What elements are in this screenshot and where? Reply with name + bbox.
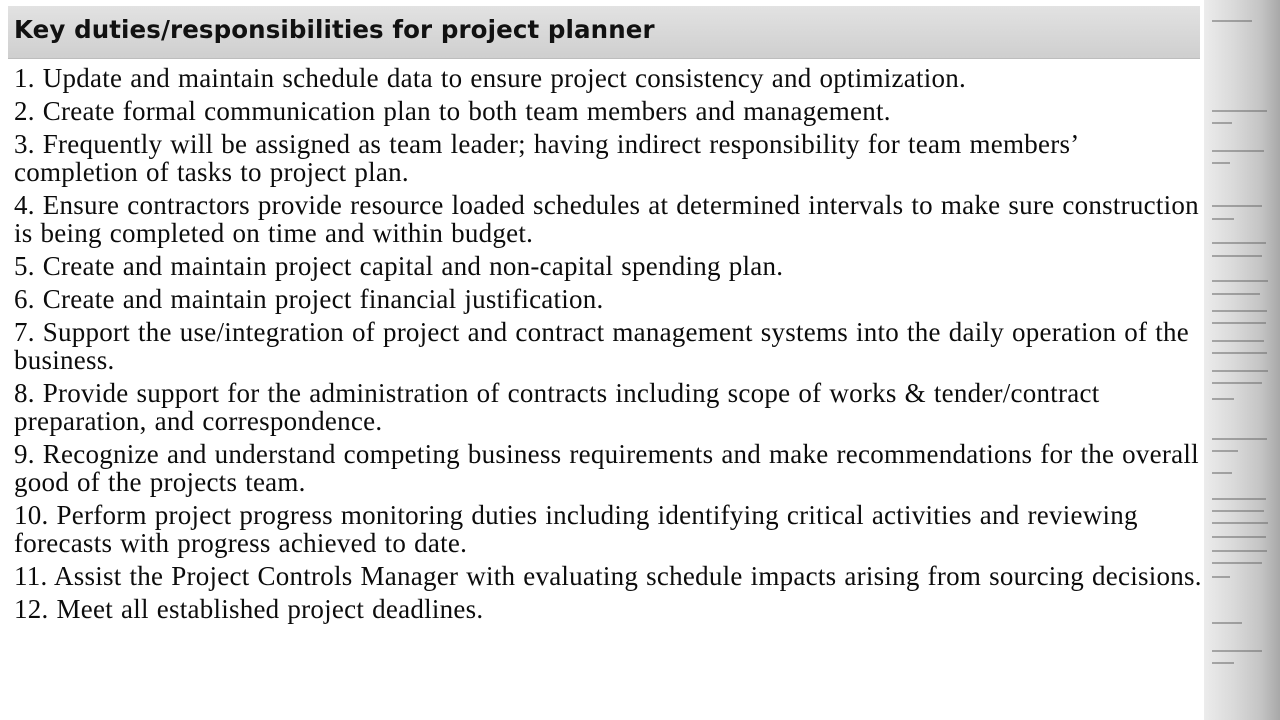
blurred-text-line xyxy=(1212,472,1232,474)
duty-item-5: 5. Create and maintain project capital and non-capital spending plan. xyxy=(14,251,784,281)
blurred-text-line xyxy=(1212,310,1267,312)
duty-item-12: 12. Meet all established project deadlines. xyxy=(14,594,484,624)
blurred-text-line xyxy=(1212,650,1262,652)
blurred-text-line xyxy=(1212,242,1266,244)
blurred-text-line xyxy=(1212,150,1264,152)
blurred-text-line xyxy=(1212,662,1234,664)
blurred-text-line xyxy=(1212,293,1260,295)
blurred-text-line xyxy=(1212,122,1232,124)
blurred-text-line xyxy=(1212,562,1262,564)
blurred-text-line xyxy=(1212,536,1266,538)
slide-title: Key duties/responsibilities for project planner xyxy=(14,15,655,44)
duty-item-11: 11. Assist the Project Controls Manager with evaluating schedule impacts arising from sourcing decisions. xyxy=(14,561,1202,591)
blurred-text-line xyxy=(1212,255,1262,257)
blurred-side-strip xyxy=(1204,0,1280,720)
duties-list xyxy=(14,64,1202,628)
blurred-text-line xyxy=(1212,280,1268,282)
blurred-text-line xyxy=(1212,438,1267,440)
blurred-text-line xyxy=(1212,20,1252,22)
duty-item-8: 8. Provide support for the administration of contracts including scope of works & tender/contract preparation, and correspondence. xyxy=(14,378,1100,436)
duty-item-4: 4. Ensure contractors provide resource loaded schedules at determined intervals to make sure construction is being completed on time and within budget. xyxy=(14,190,1199,248)
blurred-text-line xyxy=(1212,622,1242,624)
duty-item-9: 9. Recognize and understand competing business requirements and make recommendations for the overall good of the projects team. xyxy=(14,439,1199,497)
blurred-text-line xyxy=(1212,218,1234,220)
blurred-text-line xyxy=(1212,510,1264,512)
title-bar xyxy=(8,6,1200,59)
blurred-text-line xyxy=(1212,550,1267,552)
blurred-text-line xyxy=(1212,162,1230,164)
blurred-text-line xyxy=(1212,322,1266,324)
blurred-text-line xyxy=(1212,522,1268,524)
blurred-text-line xyxy=(1212,382,1262,384)
duty-item-10: 10. Perform project progress monitoring duties including identifying critical activities and reviewing forecasts with progress achieved to date. xyxy=(14,500,1138,558)
blurred-text-line xyxy=(1212,352,1267,354)
duty-item-1: 1. Update and maintain schedule data to ensure project consistency and optimization. xyxy=(14,63,966,93)
blurred-text-line xyxy=(1212,340,1264,342)
blurred-side-text xyxy=(1212,10,1272,710)
duty-item-3: 3. Frequently will be assigned as team leader; having indirect responsibility for team members’ completion of tasks to project plan. xyxy=(14,129,1078,187)
blurred-text-line xyxy=(1212,398,1234,400)
blurred-text-line xyxy=(1212,576,1230,578)
blurred-text-line xyxy=(1212,370,1268,372)
blurred-text-line xyxy=(1212,110,1267,112)
duty-item-7: 7. Support the use/integration of project and contract management systems into the daily operation of the business. xyxy=(14,317,1189,375)
blurred-text-line xyxy=(1212,450,1238,452)
duty-item-2: 2. Create formal communication plan to both team members and management. xyxy=(14,96,891,126)
duty-item-6: 6. Create and maintain project financial justification. xyxy=(14,284,604,314)
blurred-text-line xyxy=(1212,498,1266,500)
blurred-text-line xyxy=(1212,205,1262,207)
